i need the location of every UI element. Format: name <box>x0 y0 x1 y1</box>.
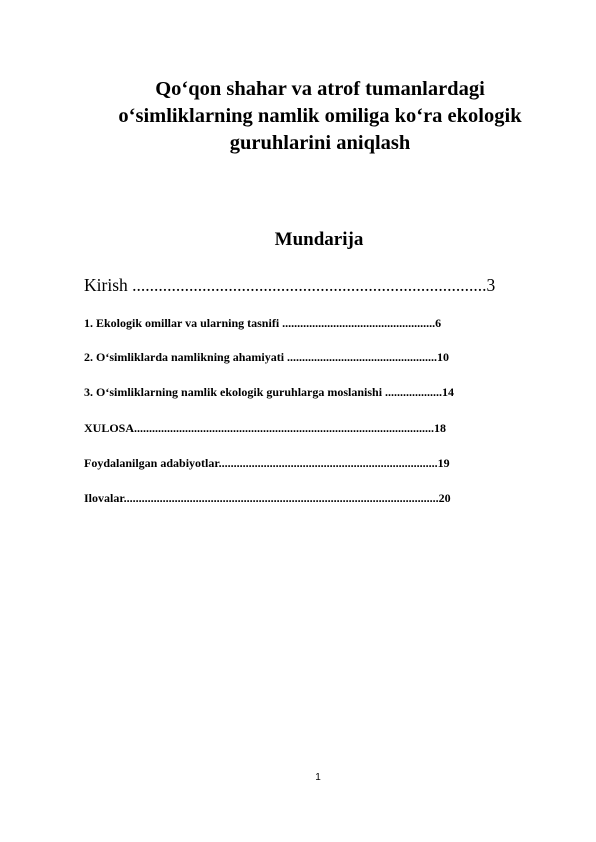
toc-entry-chapter-3: 3. O‘simliklarning namlik ekologik guruhlarga moslanishi ...................14 <box>84 385 455 399</box>
toc-entry-adabiyotlar: Foydalanilgan adabiyotlar.........................................................................19 <box>84 456 450 470</box>
toc-heading: Mundarija <box>274 229 364 250</box>
toc-entry-chapter-2: 2. O‘simliklarda namlikning ahamiyati ..................................................10 <box>84 350 450 364</box>
page-number: 1 <box>315 772 321 783</box>
document-title: Qo‘qon shahar va atrof tumanlardagi o‘simliklarning namlik omiliga ko‘ra ekologik guruhlarini aniqlash <box>118 78 522 154</box>
toc-entry-kirish: Kirish .................................................................................3 <box>84 275 496 295</box>
toc-entry-ilovalar: Ilovalar.........................................................................................................20 <box>84 491 451 505</box>
toc-entry-xulosa: XULOSA....................................................................................................18 <box>84 421 447 435</box>
toc-entry-chapter-1: 1. Ekologik omillar va ularning tasnifi ...................................................6 <box>84 316 442 330</box>
